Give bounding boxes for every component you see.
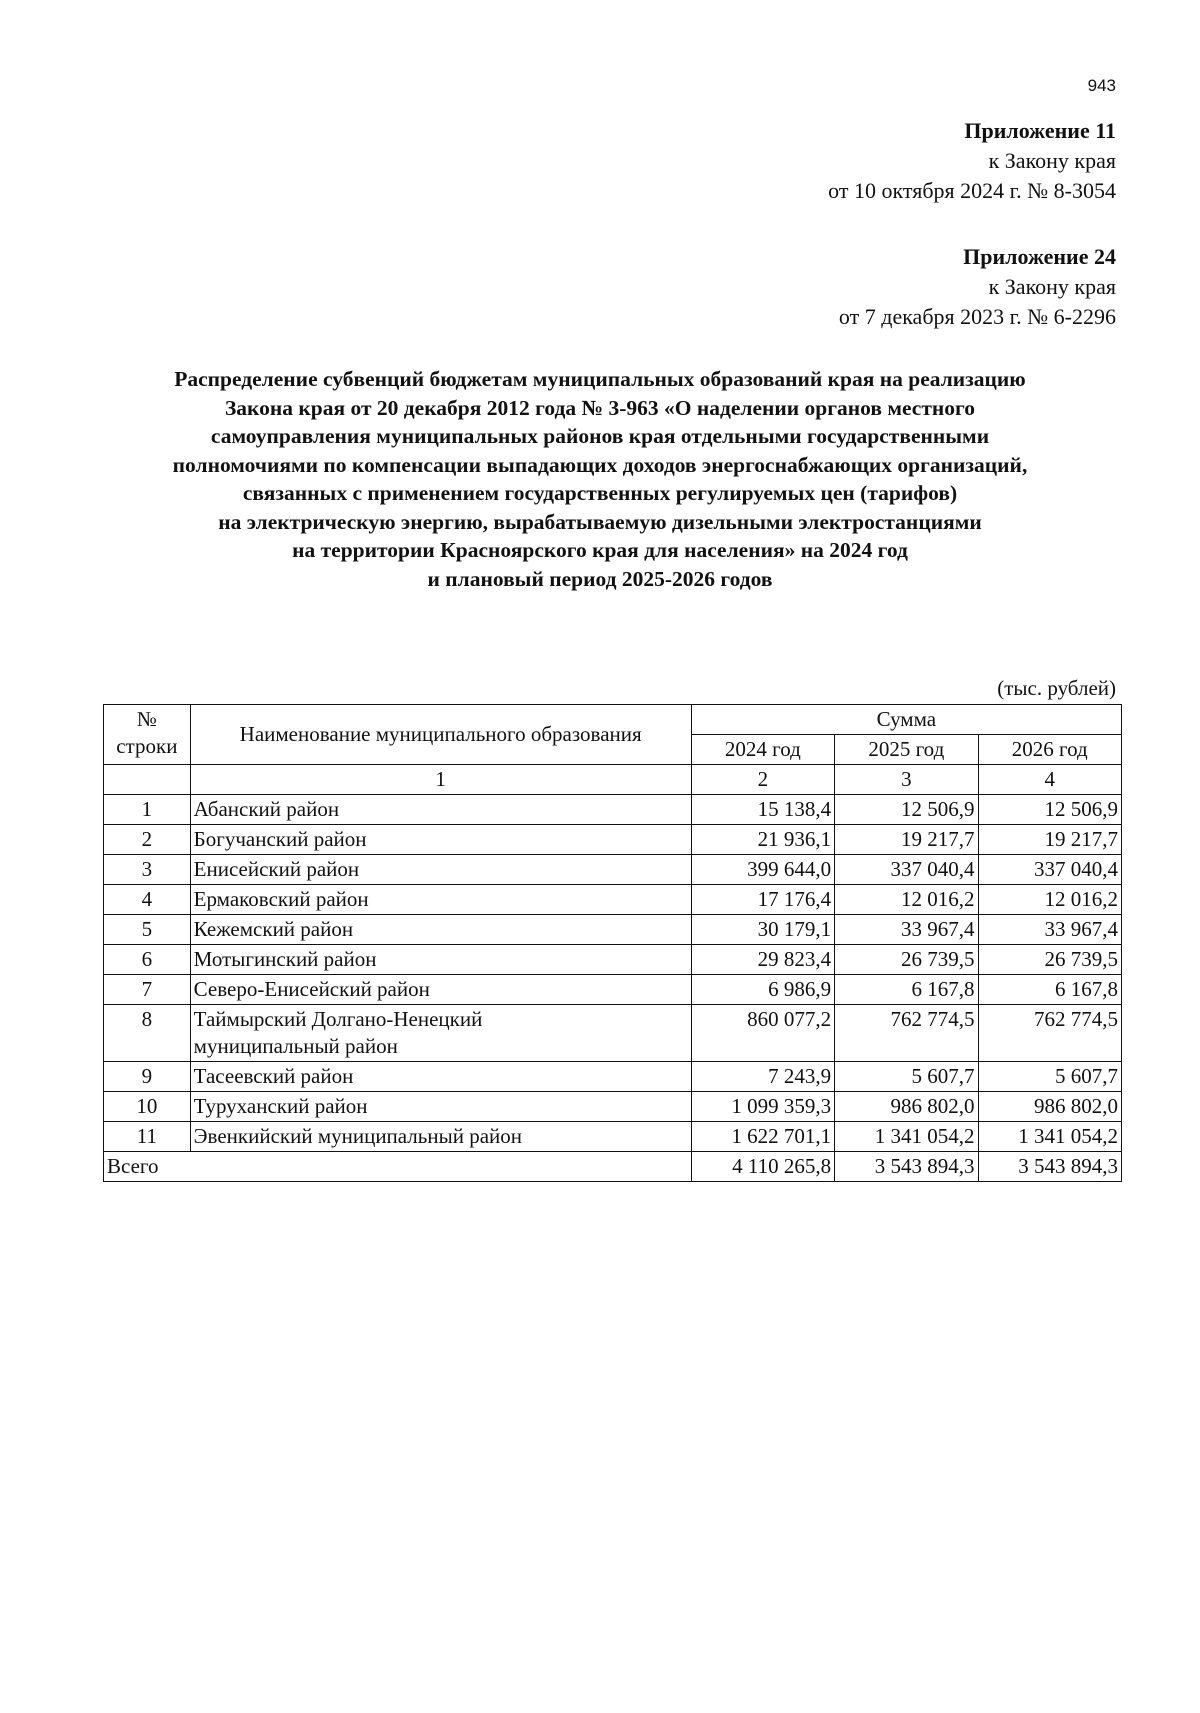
value-2024: 399 644,0	[691, 855, 834, 885]
document-title	[80, 365, 1120, 593]
table-row	[104, 915, 1122, 945]
column-number: 2	[691, 765, 834, 795]
header-row	[104, 705, 1122, 735]
value-2024: 1 622 701,1	[691, 1122, 834, 1152]
value-2026: 12 506,9	[978, 795, 1121, 825]
row-number: 10	[104, 1092, 191, 1122]
value-2025: 12 016,2	[835, 885, 978, 915]
value-2026: 12 016,2	[978, 885, 1121, 915]
total-2026: 3 543 894,3	[978, 1152, 1121, 1182]
value-2025: 337 040,4	[835, 855, 978, 885]
value-2024: 21 936,1	[691, 825, 834, 855]
title-line: Закона края от 20 декабря 2012 года № 3-963 «О наделении органов местного	[224, 395, 976, 420]
header-row-number: № строки	[104, 705, 191, 765]
value-2026: 5 607,7	[978, 1062, 1121, 1092]
header-2025: 2025 год	[835, 735, 978, 765]
row-number: 5	[104, 915, 191, 945]
municipality-name: Кежемский район	[190, 915, 691, 945]
row-number: 7	[104, 975, 191, 1005]
row-number: 1	[104, 795, 191, 825]
value-2026: 6 167,8	[978, 975, 1121, 1005]
municipality-name: Мотыгинский район	[190, 945, 691, 975]
units-label: (тыс. рублей)	[997, 676, 1116, 700]
column-number: 1	[190, 765, 691, 795]
appendix-original-line1: к Закону края	[988, 274, 1116, 299]
value-2024: 30 179,1	[691, 915, 834, 945]
column-number: 4	[978, 765, 1121, 795]
row-number: 9	[104, 1062, 191, 1092]
municipality-name: Тасеевский район	[190, 1062, 691, 1092]
subvention-table	[103, 704, 1122, 1182]
value-2026: 1 341 054,2	[978, 1122, 1121, 1152]
appendix-original	[839, 242, 1116, 332]
column-number: 3	[835, 765, 978, 795]
municipality-name: Северо-Енисейский район	[190, 975, 691, 1005]
value-2025: 26 739,5	[835, 945, 978, 975]
municipality-name-line: муниципальный район	[193, 1034, 398, 1058]
header-sum: Сумма	[691, 705, 1121, 735]
value-2025: 33 967,4	[835, 915, 978, 945]
title-line: на территории Красноярского края для населения» на 2024 год	[292, 538, 908, 562]
value-2024: 17 176,4	[691, 885, 834, 915]
municipality-name: Туруханский район	[190, 1092, 691, 1122]
title-line: на электрическую энергию, вырабатываемую дизельными электростанциями	[218, 509, 982, 534]
header-2024: 2024 год	[691, 735, 834, 765]
column-number-empty	[104, 765, 191, 795]
total-2025: 3 543 894,3	[835, 1152, 978, 1182]
table-row	[104, 1062, 1122, 1092]
row-number: 4	[104, 885, 191, 915]
table-row	[104, 795, 1122, 825]
table-row	[104, 1122, 1122, 1152]
row-number: 8	[104, 1005, 191, 1062]
municipality-name: Богучанский район	[190, 825, 691, 855]
appendix-current-line1: к Закону края	[988, 148, 1116, 173]
table-row	[104, 825, 1122, 855]
value-2024: 1 099 359,3	[691, 1092, 834, 1122]
municipality-name	[190, 1005, 691, 1062]
table-row	[104, 975, 1122, 1005]
page-number: 943	[1087, 76, 1116, 95]
row-number: 6	[104, 945, 191, 975]
value-2026: 986 802,0	[978, 1092, 1121, 1122]
appendix-current	[828, 116, 1116, 206]
total-row	[104, 1152, 1122, 1182]
value-2026: 337 040,4	[978, 855, 1121, 885]
column-numbers-row	[104, 765, 1122, 795]
total-label: Всего	[104, 1152, 692, 1182]
header-municipality: Наименование муниципального образования	[190, 705, 691, 765]
value-2025: 762 774,5	[835, 1005, 978, 1062]
total-2024: 4 110 265,8	[691, 1152, 834, 1182]
table-row	[104, 855, 1122, 885]
table-row	[104, 885, 1122, 915]
appendix-current-line2: от 10 октября 2024 г. № 8-3054	[828, 178, 1116, 203]
value-2026: 19 217,7	[978, 825, 1121, 855]
row-number: 2	[104, 825, 191, 855]
value-2025: 19 217,7	[835, 825, 978, 855]
value-2025: 5 607,7	[835, 1062, 978, 1092]
table-row	[104, 1005, 1122, 1062]
value-2025: 986 802,0	[835, 1092, 978, 1122]
value-2026: 762 774,5	[978, 1005, 1121, 1062]
table-row	[104, 1092, 1122, 1122]
appendix-original-title: Приложение 24	[963, 244, 1116, 269]
value-2024: 29 823,4	[691, 945, 834, 975]
row-number: 11	[104, 1122, 191, 1152]
title-line: самоуправления муниципальных районов края отдельными государственными	[210, 424, 990, 448]
municipality-name: Енисейский район	[190, 855, 691, 885]
municipality-name-line: Таймырский Долгано-Ненецкий	[193, 1007, 483, 1031]
municipality-name: Эвенкийский муниципальный район	[190, 1122, 691, 1152]
appendix-original-line2: от 7 декабря 2023 г. № 6-2296	[838, 304, 1116, 329]
value-2026: 33 967,4	[978, 915, 1121, 945]
title-line: и плановый период 2025-2026 годов	[427, 566, 773, 591]
municipality-name: Абанский район	[190, 795, 691, 825]
row-number: 3	[104, 855, 191, 885]
appendix-current-title: Приложение 11	[964, 118, 1116, 143]
value-2024: 15 138,4	[691, 795, 834, 825]
header-2026: 2026 год	[978, 735, 1121, 765]
title-line: полномочиями по компенсации выпадающих доходов энергоснабжающих организаций,	[172, 452, 1028, 477]
value-2026: 26 739,5	[978, 945, 1121, 975]
value-2024: 6 986,9	[691, 975, 834, 1005]
table-row	[104, 945, 1122, 975]
title-line: Распределение субвенций бюджетам муниципальных образований края на реализацию	[174, 367, 1026, 391]
value-2024: 860 077,2	[691, 1005, 834, 1062]
value-2025: 6 167,8	[835, 975, 978, 1005]
municipality-name: Ермаковский район	[190, 885, 691, 915]
value-2024: 7 243,9	[691, 1062, 834, 1092]
title-line: связанных с применением государственных регулируемых цен (тарифов)	[242, 481, 958, 505]
value-2025: 12 506,9	[835, 795, 978, 825]
value-2025: 1 341 054,2	[835, 1122, 978, 1152]
